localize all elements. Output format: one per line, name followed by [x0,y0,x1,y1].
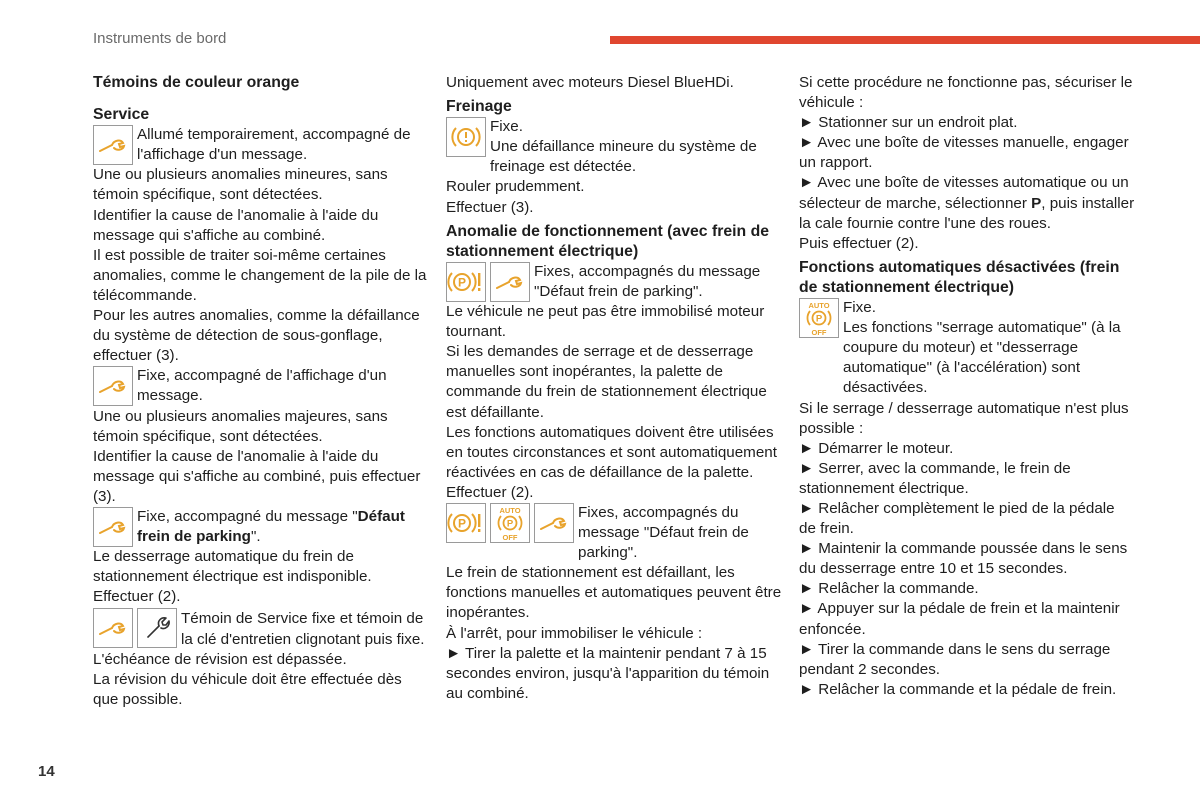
service-desc-4: Témoin de Service fixe et témoin de la clé d'entretien clignotant puis fixe. [181,610,425,648]
gear-p: P [1031,194,1042,212]
bold-message: Défaut frein de parking [137,507,405,546]
text: ". [250,528,261,546]
brake-warning-icon [446,117,486,157]
service-heading: Service [93,106,150,124]
auto-block [799,298,1135,398]
paragraph: Effectuer (2). [93,588,181,606]
wrench-icon [93,366,133,406]
list-item: ► Relâcher la commande. [799,580,979,598]
svg-text:OFF: OFF [502,532,518,542]
auto-desc: Fixe. Les fonctions "serrage automatique" (à la coupure du moteur) et "desserrage automatique" (à l'accélération) sont désactivées. [843,299,1121,397]
svg-text:P: P [457,516,467,531]
service-block-1 [93,125,428,165]
svg-text:P: P [815,313,823,325]
paragraph: L'échéance de révision est dépassée. [93,650,347,668]
paragraph: Identifier la cause de l'anomalie à l'aide du message qui s'affiche au combiné, puis effectuer (3). [93,447,421,505]
column-2 [446,73,782,704]
anomalie-heading: Anomalie de fonctionnement (avec frein de stationnement électrique) [446,222,770,260]
paragraph: Si cette procédure ne fonctionne pas, sécuriser le véhicule : [799,74,1133,112]
wrench-icon [93,125,133,165]
parking-brake-fault-icon [446,503,486,543]
paragraph: Il est possible de traiter soi-même certaines anomalies, comme le changement de la pile de la télécommande. [93,246,427,304]
svg-text:AUTO: AUTO [499,505,521,515]
list-item [799,173,1135,233]
column-3 [799,73,1135,700]
svg-text:OFF: OFF [811,328,827,338]
text: , puis installer la cale fournie contre l'une des roues. [799,194,1135,232]
wrench-icon [93,608,133,648]
section-heading: Témoins de couleur orange [93,74,300,91]
wrench-icon [534,503,574,543]
paragraph: Rouler prudemment. [446,178,585,196]
service-desc-1: Allumé temporairement, accompagné de l'affichage d'un message. [137,126,411,164]
auto-heading: Fonctions automatiques désactivées (frein de stationnement électrique) [799,258,1120,296]
parking-brake-fault-icon [446,262,486,302]
list-item: ► Stationner sur un endroit plat. [799,114,1018,132]
paragraph: Une ou plusieurs anomalies mineures, sans témoin spécifique, sont détectées. [93,166,388,204]
maintenance-key-icon [137,608,177,648]
page-number: 14 [38,763,55,780]
paragraph: Effectuer (2). [446,483,534,501]
anomalie-block-1 [446,262,782,302]
list-item: ► Maintenir la commande poussée dans le sens du desserrage entre 10 et 15 secondes. [799,540,1128,578]
anomalie-desc-1: Fixes, accompagnés du message "Défaut frein de parking". [534,262,761,300]
list-item: ► Avec une boîte de vitesses manuelle, engager un rapport. [799,134,1129,172]
list-item: ► Tirer la commande dans le sens du serrage pendant 2 secondes. [799,640,1111,678]
freinage-heading: Freinage [446,98,512,116]
svg-text:P: P [506,518,514,530]
paragraph: Une ou plusieurs anomalies majeures, sans témoin spécifique, sont détectées. [93,407,388,445]
service-block-3 [93,507,428,547]
list-item: ► Démarrer le moteur. [799,439,954,457]
paragraph: Le desserrage automatique du frein de stationnement électrique est indisponible. [93,548,372,586]
column-1 [93,73,428,710]
paragraph: Effectuer (3). [446,198,534,216]
header-accent-bar [610,36,1200,44]
list-item: ► Appuyer sur la pédale de frein et la maintenir enfoncée. [799,600,1120,638]
paragraph: Identifier la cause de l'anomalie à l'aide du message qui s'affiche au combiné. [93,206,379,244]
list-item: ► Relâcher complètement le pied de la pédale de frein. [799,499,1115,538]
paragraph: Pour les autres anomalies, comme la défaillance du système de détection de sous-gonflage, effectuer (3). [93,307,420,365]
paragraph: Les fonctions automatiques doivent être utilisées en toutes circonstances et sont automatiquement réactivées en cas de défaillance de la palette. [446,423,777,481]
header-title: Instruments de bord [93,30,227,47]
paragraph: Le frein de stationnement est défaillant, les fonctions manuelles et automatiques peuvent être inopérantes. [446,564,782,622]
service-desc-3 [137,507,428,547]
paragraph: Uniquement avec moteurs Diesel BlueHDi. [446,74,734,91]
anomalie-desc-2: Fixes, accompagnés du message "Défaut frein de parking". [578,503,749,562]
service-block-2 [93,366,428,406]
wrench-icon [490,262,530,302]
paragraph: La révision du véhicule doit être effectuée dès que possible. [93,670,402,708]
paragraph: Si le serrage / desserrage automatique n'est plus possible : [799,399,1129,437]
wrench-icon [93,507,133,547]
text: Fixe, accompagné du message " [137,507,358,525]
paragraph: Puis effectuer (2). [799,234,919,252]
service-block-4 [93,608,428,649]
svg-text:AUTO: AUTO [808,301,830,311]
auto-off-parking-icon [490,503,530,543]
paragraph: À l'arrêt, pour immobiliser le véhicule : [446,624,703,642]
list-item: ► Relâcher la commande et la pédale de frein. [799,680,1117,698]
svg-text:P: P [457,275,467,290]
paragraph: Si les demandes de serrage et de desserrage manuelles sont inopérantes, la palette de commande du frein de stationnement électrique est défaillante. [446,343,767,421]
anomalie-block-2 [446,503,782,563]
service-desc-2: Fixe, accompagné de l'affichage d'un message. [137,367,387,405]
paragraph: ► Tirer la palette et la maintenir pendant 7 à 15 secondes environ, jusqu'à l'apparition du témoin au combiné. [446,644,770,702]
paragraph: Le véhicule ne peut pas être immobilisé moteur tournant. [446,303,765,341]
freinage-block [446,117,782,177]
freinage-desc: Fixe. Une défaillance mineure du système de freinage est détectée. [490,118,757,176]
text: ► Avec une boîte de vitesses automatique ou un sélecteur de marche, sélectionner [799,174,1129,212]
list-item: ► Serrer, avec la commande, le frein de stationnement électrique. [799,459,1071,497]
auto-off-parking-icon [799,298,839,338]
